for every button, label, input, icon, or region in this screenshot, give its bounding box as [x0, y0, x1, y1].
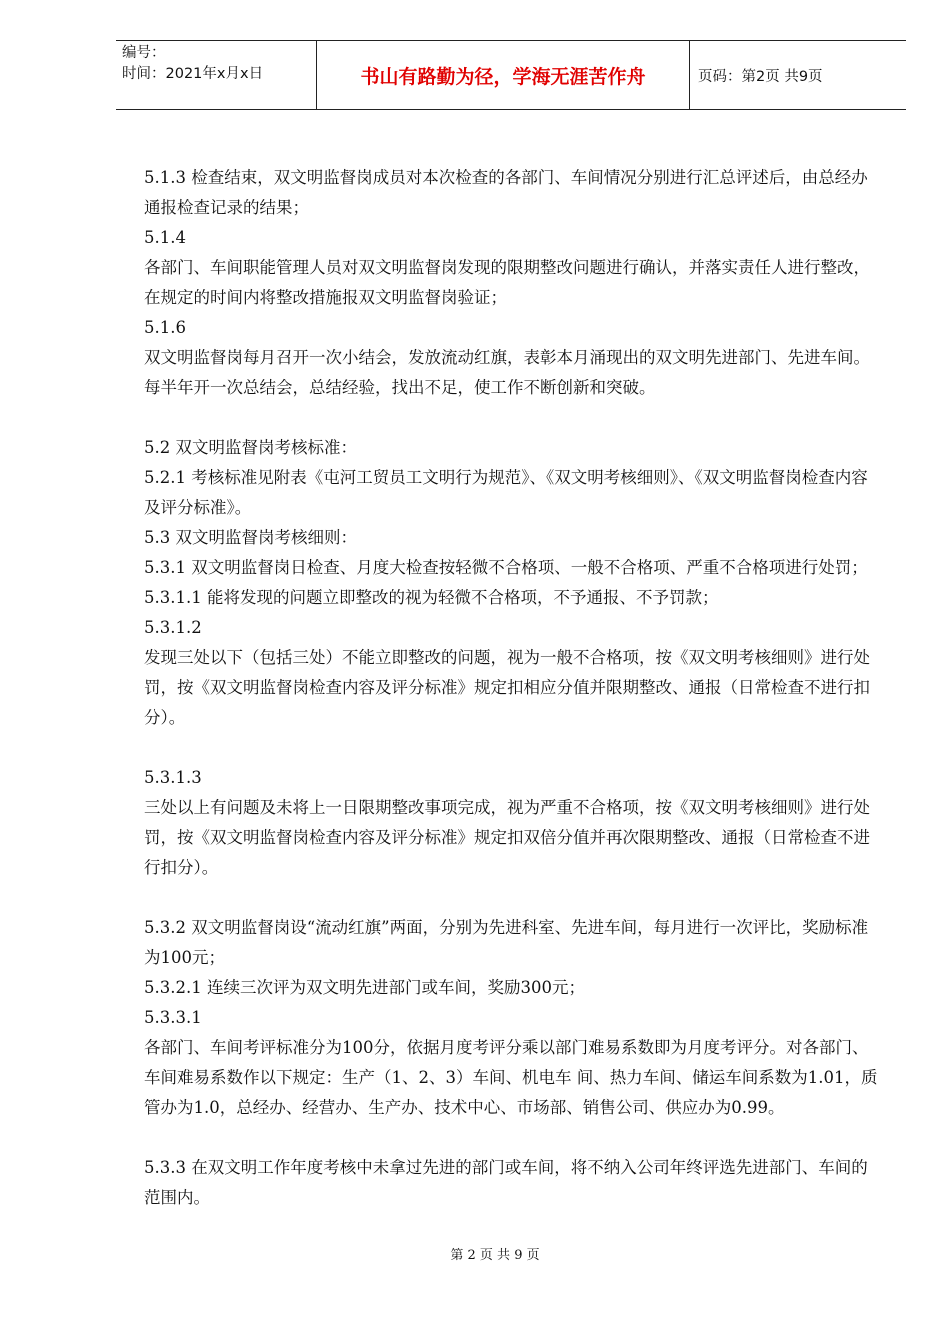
header-page-info: 页码：第2页 共9页 — [698, 68, 823, 85]
paragraph: 5.3.1.2 — [144, 618, 202, 637]
paragraph-spacer — [144, 1123, 884, 1153]
page-footer: 第 2 页 共 9 页 — [450, 1248, 540, 1263]
paragraph: 三处以上有问题及未将上一日限期整改事项完成，视为严重不合格项，按《双文明考核细则》进行处罚，按《双文明监督岗检查内容及评分标准》规定扣双倍分值并再次限期整改、通报（日常检查不进行扣分）。 — [144, 798, 870, 877]
paragraph: 5.1.3 检查结束，双文明监督岗成员对本次检查的各部门、车间情况分别进行汇总评述后，由总经办通报检查记录的结果； — [144, 168, 868, 217]
paragraph: 5.3.1.3 — [144, 768, 202, 787]
paragraph-spacer — [144, 883, 884, 913]
paragraph: 5.1.6 — [144, 318, 186, 337]
paragraph: 双文明监督岗每月召开一次小结会，发放流动红旗，表彰本月涌现出的双文明先进部门、先进车间。每半年开一次总结会，总结经验，找出不足，使工作不断创新和突破。 — [144, 348, 870, 397]
paragraph: 5.3 双文明监督岗考核细则： — [144, 528, 357, 547]
header-meta — [116, 41, 316, 109]
paragraph: 5.3.2 双文明监督岗设“流动红旗”两面，分别为先进科室、先进车间，每月进行一次评比，奖励标准为100元； — [144, 918, 869, 967]
paragraph: 5.3.2.1 连续三次评为双文明先进部门或车间，奖励300元； — [144, 978, 585, 997]
header-motto: 书山有路勤为径，学海无涯苦作舟 — [316, 41, 690, 109]
paragraph: 各部门、车间职能管理人员对双文明监督岗发现的限期整改问题进行确认，并落实责任人进行整改，在规定的时间内将整改措施报双文明监督岗验证； — [144, 258, 870, 307]
paragraph: 5.3.3 在双文明工作年度考核中未拿过先进的部门或车间，将不纳入公司年终评选先进部门、车间的范围内。 — [144, 1158, 868, 1207]
document-body — [144, 163, 884, 1213]
paragraph: 5.1.4 — [144, 228, 186, 247]
paragraph-spacer — [144, 403, 884, 433]
page-header — [116, 40, 906, 110]
paragraph: 5.2 双文明监督岗考核标准： — [144, 438, 357, 457]
paragraph: 发现三处以下（包括三处）不能立即整改的问题，视为一般不合格项，按《双文明考核细则》进行处罚，按《双文明监督岗检查内容及评分标准》规定扣相应分值并限期整改、通报（日常检查不进行扣分）。 — [144, 648, 870, 727]
paragraph: 5.3.3.1 — [144, 1008, 202, 1027]
header-number-label: 编号： — [122, 45, 166, 61]
paragraph: 各部门、车间考评标准分为100分，依据月度考评分乘以部门难易系数即为月度考评分。对各部门、车间难易系数作以下规定：生产（1、2、3）车间、机电车 间、热力车间、储运车间系数为1.01，质管办为1.0，总经办、经营办、生产办、技术中心、市场部、销售公司、供应办为0.99。 — [144, 1038, 878, 1117]
header-date-label: 时间：2021年x月x日 — [122, 66, 264, 82]
paragraph: 5.3.1 双文明监督岗日检查、月度大检查按轻微不合格项、一般不合格项、严重不合格项进行处罚； — [144, 558, 868, 577]
paragraph: 5.3.1.1 能将发现的问题立即整改的视为轻微不合格项，不予通报、不予罚款； — [144, 588, 719, 607]
paragraph: 5.2.1 考核标准见附表《屯河工贸员工文明行为规范》、《双文明考核细则》、《双文明监督岗检查内容及评分标准》。 — [144, 468, 868, 517]
paragraph-spacer — [144, 733, 884, 763]
